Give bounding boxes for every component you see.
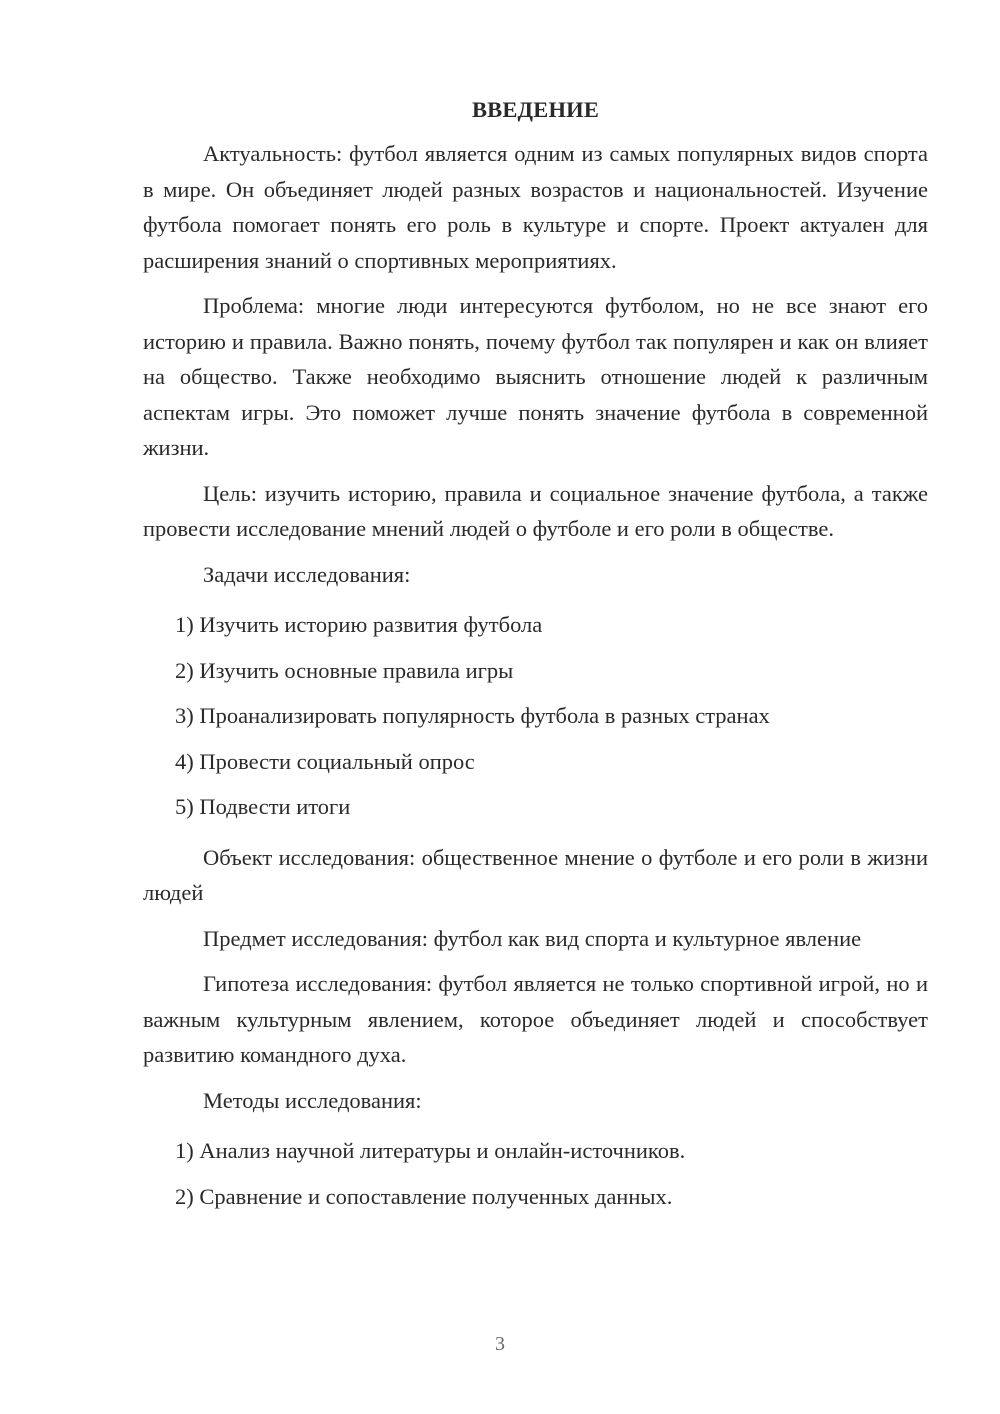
tasks-list [143, 602, 928, 830]
methods-heading: Методы исследования: [203, 1087, 422, 1113]
object-paragraph: Объект исследования: общественное мнение о футболе и его роли в жизни людей [143, 844, 928, 905]
problem-paragraph: Проблема: многие люди интересуются футболом, но не все знают его историю и правила. Важно понять, почему футбол так популярен и как он влияет на общество. Также необходимо выяснить отношение людей к различным аспектам игры. Это поможет лучше понять значение футбола в современной жизни. [143, 293, 928, 460]
list-item: 3) Проанализировать популярность футбола в разных странах [175, 703, 770, 728]
list-item: 4) Провести социальный опрос [175, 748, 475, 774]
list-item: 2) Сравнение и сопоставление полученных данных. [175, 1183, 673, 1209]
document-page [143, 92, 928, 1229]
tasks-heading: Задачи исследования: [203, 561, 411, 587]
page-number: 3 [495, 1333, 505, 1355]
page-title: ВВЕДЕНИЕ [471, 97, 600, 122]
list-item: 1) Изучить историю развития футбола [175, 612, 543, 637]
goal-paragraph: Цель: изучить историю, правила и социальное значение футбола, а также провести исследование мнений людей о футболе и его роли в обществе. [143, 480, 928, 541]
list-item: 1) Анализ научной литературы и онлайн-источников. [175, 1138, 686, 1163]
subject-paragraph: Предмет исследования: футбол как вид спорта и культурное явление [203, 925, 862, 951]
hypothesis-paragraph: Гипотеза исследования: футбол является не только спортивной игрой, но и важным культурным явлением, которое объединяет людей и способствует развитию командного духа. [143, 971, 928, 1067]
relevance-paragraph: Актуальность: футбол является одним из самых популярных видов спорта в мире. Он объединяет людей разных возрастов и национальностей. Изучение футбола помогает понять его роль в культуре и спорте. Проект актуален для расширения знаний о спортивных мероприятиях. [143, 141, 928, 273]
list-item: 2) Изучить основные правила игры [175, 657, 514, 683]
list-item: 5) Подвести итоги [175, 794, 351, 819]
methods-list [143, 1128, 928, 1219]
